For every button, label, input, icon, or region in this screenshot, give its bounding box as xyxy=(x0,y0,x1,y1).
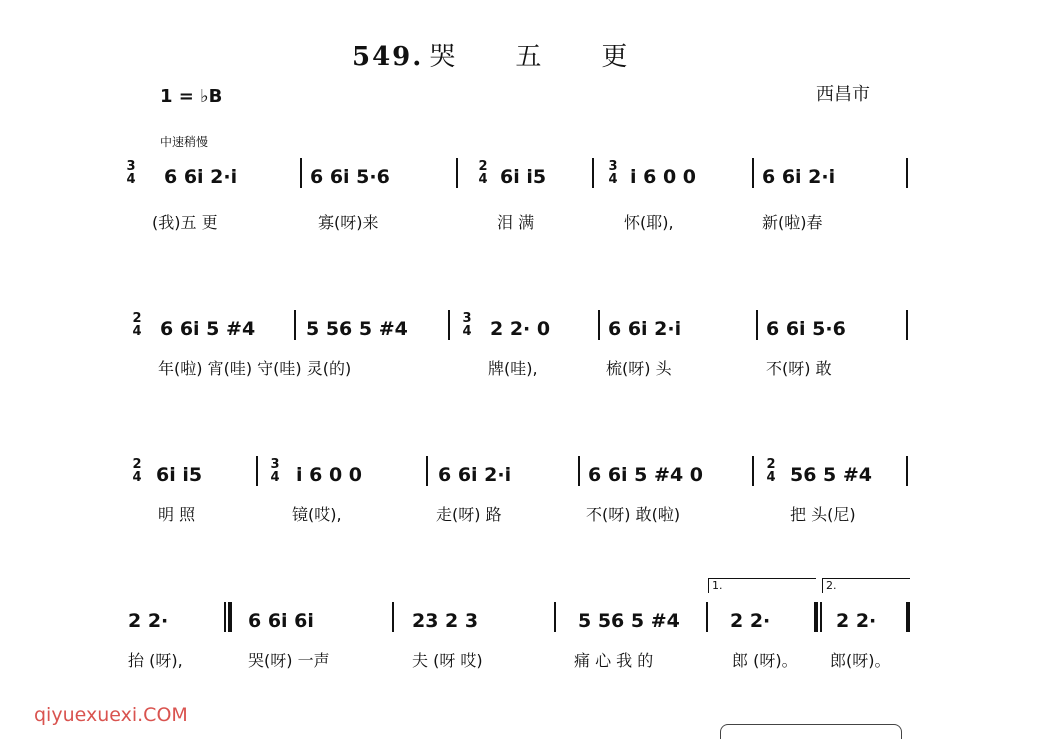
notes-segment: 23 2 3 xyxy=(412,610,479,632)
notes-segment: 6i i5 xyxy=(156,464,203,486)
notes-segment: i 6 0 0 xyxy=(630,166,697,188)
lyric-segment: 走(呀) 路 xyxy=(436,505,502,524)
volta-second-ending: 2. xyxy=(822,578,910,593)
notes-segment: i 6 0 0 xyxy=(296,464,363,486)
barline xyxy=(294,310,296,340)
time-signature: 3 4 xyxy=(608,159,618,187)
origin-place: 西昌市 xyxy=(816,84,870,105)
repeat-start-barline-thick xyxy=(228,602,232,632)
title-char-2: 五 xyxy=(515,42,544,72)
footer-bracket xyxy=(720,724,902,739)
barline xyxy=(554,602,556,632)
notes-segment: 6 6i 5 #4 xyxy=(160,318,256,340)
barline xyxy=(756,310,758,340)
barline xyxy=(456,158,458,188)
barline xyxy=(906,456,908,486)
volta-first-ending: 1. xyxy=(708,578,816,593)
site-watermark: qiyuexuexi.COM xyxy=(34,704,188,726)
title-char-3: 更 xyxy=(601,42,630,72)
lyric-segment: 梳(呀) 头 xyxy=(606,359,672,378)
lyric-segment: 年(啦) 宵(哇) 守(哇) 灵(的) xyxy=(158,359,352,378)
barline xyxy=(906,158,908,188)
time-signature: 2 4 xyxy=(766,457,776,485)
barline xyxy=(578,456,580,486)
notes-segment: 6 6i 2·i xyxy=(608,318,682,340)
notes-segment: 5 56 5 #4 xyxy=(578,610,680,632)
barline xyxy=(426,456,428,486)
time-signature: 3 4 xyxy=(126,159,136,187)
barline xyxy=(592,158,594,188)
time-signature: 2 4 xyxy=(478,159,488,187)
lyrics-row-3 xyxy=(0,502,1054,542)
notes-segment: 2 2· xyxy=(128,610,169,632)
repeat-end-barline xyxy=(814,602,818,632)
lyric-segment: 镜(哎), xyxy=(292,505,342,524)
notes-segment: 6 6i 5·6 xyxy=(310,166,390,188)
notes-segment: 6 6i 5 #4 0 xyxy=(588,464,703,486)
repeat-start-barline xyxy=(224,602,226,632)
notes-segment: 6 6i 6i xyxy=(248,610,314,632)
lyric-segment: 寡(呀)来 xyxy=(318,213,379,232)
notes-segment: 2 2· xyxy=(836,610,877,632)
lyrics-row-1 xyxy=(0,210,1054,250)
notes-segment: 2 2· xyxy=(730,610,771,632)
barline xyxy=(598,310,600,340)
lyric-segment: 夫 (呀 哎) xyxy=(412,651,483,670)
lyric-segment: 泪 满 xyxy=(497,213,535,232)
barline xyxy=(392,602,394,632)
lyric-segment: 牌(哇), xyxy=(488,359,538,378)
notes-segment: 5 56 5 #4 xyxy=(306,318,408,340)
staff-row-2 xyxy=(0,310,1054,350)
notes-segment: 6 6i 2·i xyxy=(438,464,512,486)
lyrics-row-4 xyxy=(0,648,1054,688)
lyric-segment: 新(啦)春 xyxy=(762,213,823,232)
lyric-segment: 痛 心 我 的 xyxy=(574,651,654,670)
final-barline xyxy=(906,602,910,632)
lyric-segment: 不(呀) 敢 xyxy=(766,359,832,378)
barline xyxy=(706,602,708,632)
notes-segment: 2 2· 0 xyxy=(490,318,551,340)
lyric-segment: 哭(呀) 一声 xyxy=(248,651,330,670)
song-number: 549. xyxy=(352,42,424,72)
time-signature: 2 4 xyxy=(132,311,142,339)
lyric-segment: (我)五 更 xyxy=(152,213,218,232)
barline xyxy=(448,310,450,340)
barline xyxy=(752,456,754,486)
lyric-segment: 抬 (呀), xyxy=(128,651,183,670)
notes-segment: 6 6i 2·i xyxy=(164,166,238,188)
barline xyxy=(300,158,302,188)
staff-row-1 xyxy=(0,158,1054,198)
lyric-segment: 把 头(尼) xyxy=(790,505,856,524)
lyric-segment: 明 照 xyxy=(158,505,196,524)
song-title xyxy=(352,36,687,73)
notes-segment: 6 6i 5·6 xyxy=(766,318,846,340)
staff-row-3 xyxy=(0,456,1054,496)
title-char-1: 哭 xyxy=(429,42,458,72)
staff-row-4 xyxy=(0,579,1054,642)
barline xyxy=(752,158,754,188)
lyric-segment: 怀(耶), xyxy=(624,213,674,232)
time-signature: 3 4 xyxy=(462,311,472,339)
notes-segment: 6 6i 2·i xyxy=(762,166,836,188)
lyrics-row-2 xyxy=(0,356,1054,396)
barline xyxy=(906,310,908,340)
time-signature: 3 4 xyxy=(270,457,280,485)
notes-segment: 6i i5 xyxy=(500,166,547,188)
lyric-segment: 不(呀) 敢(啦) xyxy=(586,505,681,524)
lyric-segment: 郎(呀)。 xyxy=(830,651,891,670)
time-signature: 2 4 xyxy=(132,457,142,485)
barline xyxy=(820,602,822,632)
notes-segment: 56 5 #4 xyxy=(790,464,873,486)
tempo-marking: 中速稍慢 xyxy=(160,135,209,149)
barline xyxy=(256,456,258,486)
lyric-segment: 郎 (呀)。 xyxy=(732,651,798,670)
key-signature: 1 = ♭B xyxy=(160,86,223,107)
